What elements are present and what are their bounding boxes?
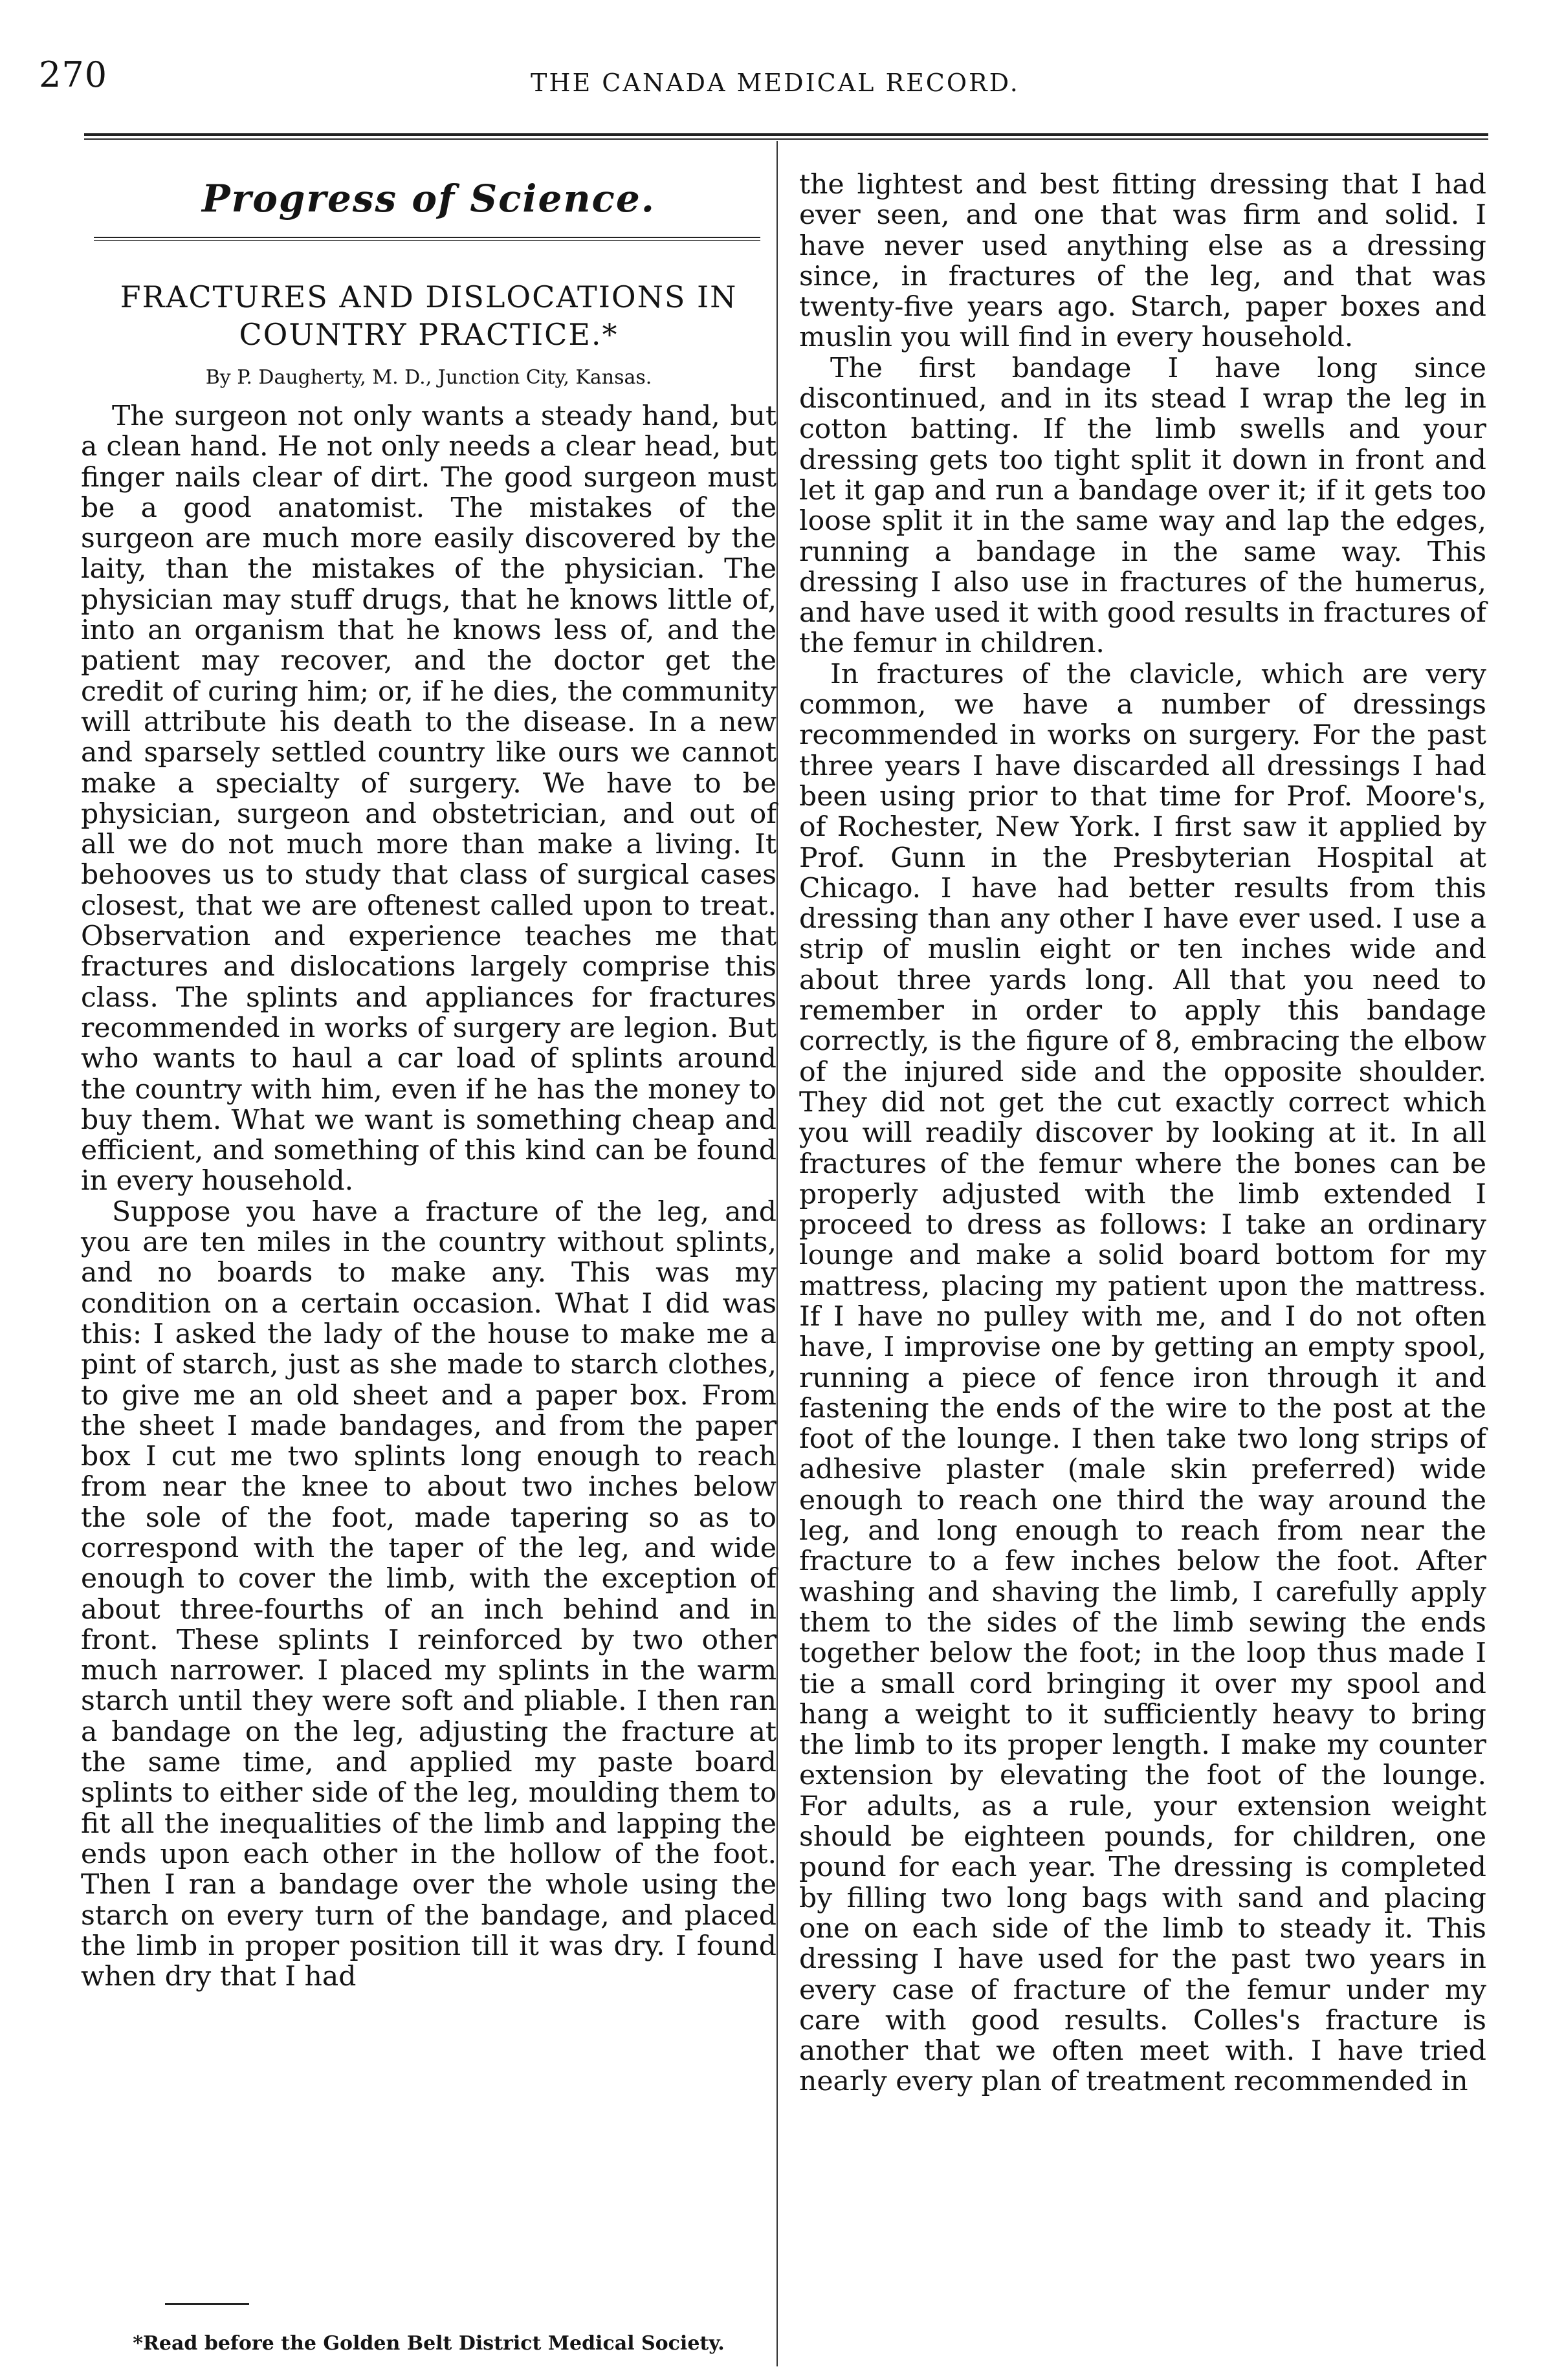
byline: By P. Daugherty, M. D., Junction City, Kansas.: [205, 366, 652, 389]
page-number: 270: [39, 54, 108, 95]
column-divider: [776, 141, 778, 2366]
footnote-rule: [165, 2303, 249, 2305]
right-column: [799, 169, 1486, 2097]
article-title: [81, 278, 776, 353]
paragraph: Suppose you have a fracture of the leg, and you are ten miles in the country without splints, and no boards to make any. This was my condition on a certain occasion. What I did was this: I asked the lady of the house to make me a pint of starch, just as she made to starch clothes, to give me an old sheet and a paper box. From the sheet I made bandages, and from the paper box I cut me two splints long enough to reach from near the knee to about two inches below the sole of the foot, made tapering so as to correspond with the taper of the leg, and wide enough to cover the limb, with the exception of about three-fourths of an inch behind and in front. These splints I reinforced by two other much narrower. I placed my splints in the warm starch until they were soft and pliable. I then ran a bandage on the leg, adjusting the fracture at the same time, and applied my paste board splints to either side of the leg, moulding them to fit all the inequalities of the limb and lapping the ends upon each other in the hollow of the foot. Then I ran a bandage over the whole using the starch on every turn of the bandage, and placed the limb in proper position till it was dry. I found when dry that I had: [81, 1195, 776, 1993]
footnote: [81, 2303, 776, 2357]
article-title-line-1: FRACTURES AND DISLOCATIONS IN: [120, 279, 738, 314]
page-header: [39, 54, 1488, 106]
section-rule: [94, 237, 760, 241]
section-title: Progress of Science.: [202, 177, 655, 221]
left-column: [81, 169, 776, 1992]
article-title-line-2: COUNTRY PRACTICE.*: [239, 317, 619, 352]
footnote-text: *Read before the Golden Belt District Medical Society.: [133, 2332, 725, 2355]
paragraph: The first bandage I have long since discontinued, and in its stead I wrap the leg in cotton batting. If the limb swells and your dressing gets too tight split it down in front and let it gap and run a bandage over it; if it gets too loose split it in the same way and lap the edges, running a bandage in the same way. This dressing I also use in fractures of the humerus, and have used it with good results in fractures of the femur in children.: [799, 352, 1486, 660]
paragraph: the lightest and best fitting dressing that I had ever seen, and one that was firm and solid. I have never used anything else as a dressing since, in fractures of the leg, and that was twenty-five years ago. Starch, paper boxes and muslin you will find in every household.: [799, 169, 1486, 354]
header-rule: [84, 133, 1488, 140]
running-title: THE CANADA MEDICAL RECORD.: [531, 69, 1020, 97]
paragraph: The surgeon not only wants a steady hand, but a clean hand. He not only needs a clear head, but finger nails clear of dirt. The good surgeon must be a good anatomist. The mistakes of the surgeon are much more easily discovered by the laity, than the mistakes of the physician. The physician may stuff drugs, that he knows little of, into an organism that he knows less of, and the patient may recover, and the doctor get the credit of curing him; or, if he dies, the community will attribute his death to the disease. In a new and sparsely settled country like ours we cannot make a specialty of surgery. We have to be physician, surgeon and obstetrician, and out of all we do not much more than make a living. It behooves us to study that class of surgical cases closest, that we are oftenest called upon to treat. Observation and experience teaches me that fractures and dislocations largely comprise this class. The splints and appliances for fractures recommended in works of surgery are legion. But who wants to haul a car load of splints around the country with him, even if he has the money to buy them. What we want is something cheap and efficient, and something of this kind can be found in every household.: [81, 400, 776, 1197]
paragraph: In fractures of the clavicle, which are very common, we have a number of dressings recommended in works on surgery. For the past three years I have discarded all dressings I had been using prior to that time for Prof. Moore's, of Rochester, New York. I first saw it applied by Prof. Gunn in the Presbyterian Hospital at Chicago. I have had better results from this dressing than any other I have ever used. I use a strip of muslin eight or ten inches wide and about three yards long. All that you need to remember in order to apply this bandage correctly, is the figure of 8, embracing the elbow of the injured side and the opposite shoulder. They did not get the cut exactly correct which you will readily discover by looking at it. In all fractures of the femur where the bones can be properly adjusted with the limb extended I proceed to dress as follows: I take an ordinary lounge and make a solid board bottom for my mattress, placing my patient upon the mattress. If I have no pulley with me, and I do not often have, I improvise one by getting an empty spool, running a piece of fence iron through it and fastening the ends of the wire to the post at the foot of the lounge. I then take two long strips of adhesive plaster (male skin preferred) wide enough to reach one third the way around the leg, and long enough to reach from near the fracture to a few inches below the foot. After washing and shaving the limb, I carefully apply them to the sides of the limb sewing the ends together below the foot; in the loop thus made I tie a small cord bringing it over my spool and hang a weight to it sufficiently heavy to bring the limb to its proper length. I make my counter extension by elevating the foot of the lounge. For adults, as a rule, your extension weight should be eighteen pounds, for children, one pound for each year. The dressing is completed by filling two long bags with sand and placing one on each side of the limb to steady it. This dressing I have used for the past two years in every case of fracture of the femur under my care with good results. Colles's fracture is another that we often meet with. I have tried nearly every plan of treatment recommended in: [799, 658, 1486, 2098]
